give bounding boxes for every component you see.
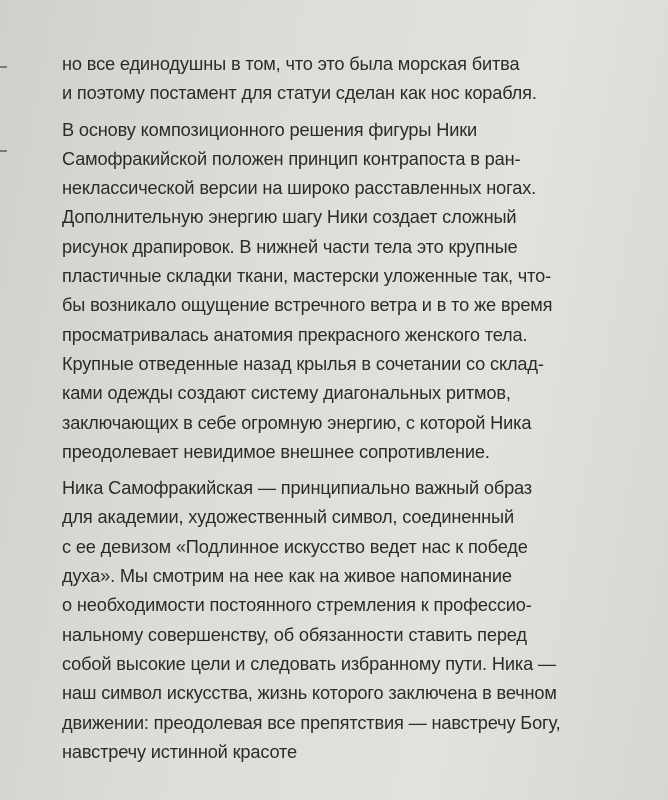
- paragraph-1: [62, 50, 662, 109]
- margin-mark-middle: [0, 150, 7, 152]
- text-line: для академии, художественный символ, соединенный: [62, 507, 514, 528]
- text-line: неклассической версии на широко расставленных ногах.: [62, 178, 537, 199]
- text-line: о необходимости постоянного стремления к профессио-: [62, 595, 532, 616]
- text-line: Ника Самофракийская — принципиально важный образ: [62, 478, 533, 499]
- paragraph-3: [62, 474, 662, 767]
- text-line: В основу композиционного решения фигуры Ники: [62, 119, 478, 140]
- margin-mark-top: [0, 66, 7, 68]
- text-line: бы возникало ощущение встречного ветра и в то же время: [62, 295, 553, 316]
- text-line: движении: преодолевая все препятствия — навстречу Богу,: [62, 712, 561, 733]
- text-line: с ее девизом «Подлинное искусство ведет нас к победе: [62, 536, 528, 557]
- text-line: и поэтому постамент для статуи сделан как нос корабля.: [62, 83, 537, 104]
- text-line: рисунок драпировок. В нижней части тела это крупные: [62, 236, 518, 257]
- text-line: но все единодушны в том, что это была морская битва: [62, 54, 520, 74]
- text-line: Крупные отведенные назад крылья в сочетании со склад-: [62, 353, 544, 374]
- body-text: [62, 50, 662, 767]
- text-line: духа». Мы смотрим на нее как на живое напоминание: [62, 566, 512, 587]
- text-line: нальному совершенству, об обязанности ставить перед: [62, 624, 527, 645]
- text-line: наш символ искусства, жизнь которого заключена в вечном: [62, 683, 557, 704]
- text-line: просматривалась анатомия прекрасного женского тела.: [62, 324, 528, 345]
- text-line: ками одежды создают систему диагональных ритмов,: [62, 383, 511, 404]
- text-line: заключающих в себе огромную энергию, с которой Ника: [62, 412, 532, 433]
- paragraph-2: [62, 116, 662, 468]
- text-line: навстречу истинной красоте: [62, 741, 297, 762]
- text-line: Самофракийской положен принцип контрапоста в ран-: [62, 148, 521, 169]
- text-line: пластичные складки ткани, мастерски уложенные так, что-: [62, 266, 551, 287]
- text-line: собой высокие цели и следовать избранному пути. Ника —: [62, 653, 556, 674]
- text-line: Дополнительную энергию шагу Ники создает сложный: [62, 207, 517, 228]
- text-line: преодолевает невидимое внешнее сопротивление.: [62, 441, 490, 462]
